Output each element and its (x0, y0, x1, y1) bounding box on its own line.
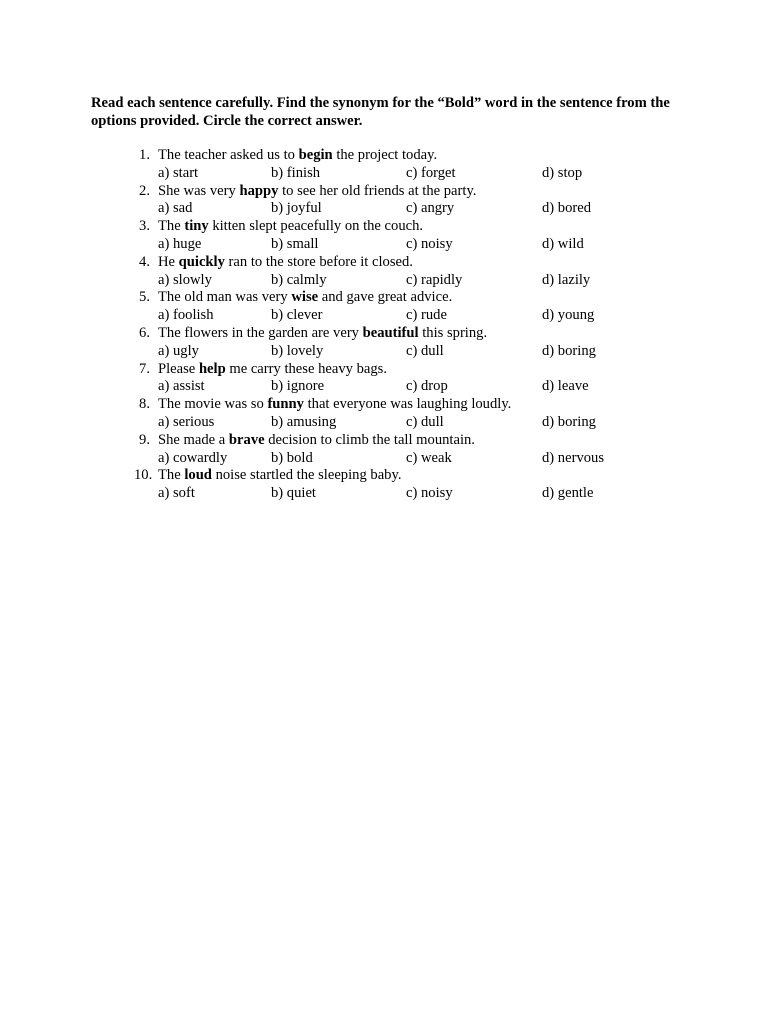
option-c[interactable]: c) weak (406, 449, 452, 466)
question-sentence (130, 467, 690, 485)
question-item (130, 183, 690, 219)
option-b[interactable]: b) bold (271, 449, 313, 466)
bold-target-word: help (198, 360, 226, 377)
option-b[interactable]: b) calmly (271, 271, 327, 288)
answer-options (130, 200, 690, 218)
option-b[interactable]: b) clever (271, 307, 323, 324)
option-a[interactable]: a) foolish (158, 307, 214, 324)
answer-options (130, 485, 690, 503)
option-a[interactable]: a) start (158, 164, 199, 181)
question-sentence (130, 432, 690, 450)
bold-target-word: tiny (184, 218, 209, 235)
question-sentence (130, 289, 690, 307)
option-a[interactable]: a) assist (158, 378, 205, 395)
option-c[interactable]: c) drop (406, 378, 448, 395)
option-a[interactable]: a) ugly (158, 342, 199, 359)
bold-target-word: begin (298, 147, 333, 163)
question-sentence (130, 396, 690, 414)
bold-target-word: beautiful (362, 324, 419, 341)
option-c[interactable]: c) angry (406, 200, 455, 217)
bold-target-word: quickly (178, 253, 225, 270)
option-c[interactable]: c) rude (406, 307, 447, 324)
bold-target-word: funny (267, 396, 304, 413)
answer-options (130, 165, 690, 183)
option-a[interactable]: a) cowardly (158, 449, 228, 466)
instructions-text: Read each sentence carefully. Find the synonym for the “Bold” word in the sentence from the options provided. Circle the correct answer. (91, 95, 670, 129)
question-text: The movie was so funny that everyone was laughing loudly. (158, 396, 512, 413)
option-b[interactable]: b) small (271, 235, 319, 252)
question-number: 9. (139, 431, 150, 448)
answer-options (130, 272, 690, 290)
question-item (130, 396, 690, 432)
question-text: Please help me carry these heavy bags. (158, 360, 387, 377)
question-sentence (130, 218, 690, 236)
option-c[interactable]: c) dull (406, 342, 444, 359)
option-d[interactable]: d) nervous (542, 449, 605, 466)
question-text: The tiny kitten slept peacefully on the couch. (158, 218, 424, 235)
option-b[interactable]: b) lovely (271, 342, 324, 359)
question-number: 5. (139, 289, 150, 306)
option-c[interactable]: c) noisy (406, 485, 453, 502)
question-item (130, 289, 690, 325)
option-a[interactable]: a) sad (158, 200, 193, 217)
question-text: She was very happy to see her old friends at the party. (158, 182, 477, 199)
question-item (130, 361, 690, 397)
question-text: The old man was very wise and gave great advice. (158, 289, 453, 306)
option-a[interactable]: a) slowly (158, 271, 212, 288)
option-d[interactable]: d) boring (542, 342, 596, 359)
question-item (130, 254, 690, 290)
option-a[interactable]: a) huge (158, 235, 202, 252)
option-c[interactable]: c) noisy (406, 235, 453, 252)
question-number: 7. (139, 360, 150, 377)
option-d[interactable]: d) wild (542, 235, 584, 252)
question-item (130, 325, 690, 361)
answer-options (130, 236, 690, 254)
question-list (130, 147, 690, 503)
option-d[interactable]: d) leave (542, 378, 589, 395)
question-number: 1. (139, 147, 150, 163)
question-item (130, 147, 690, 183)
bold-target-word: happy (239, 182, 279, 199)
question-item (130, 432, 690, 468)
question-number: 4. (139, 253, 150, 270)
option-d[interactable]: d) young (542, 307, 595, 324)
question-sentence (130, 325, 690, 343)
option-d[interactable]: d) bored (542, 200, 592, 217)
answer-options (130, 307, 690, 325)
option-b[interactable]: b) ignore (271, 378, 325, 395)
option-d[interactable]: d) boring (542, 413, 596, 430)
bold-target-word: loud (184, 467, 212, 484)
bold-target-word: brave (228, 431, 265, 448)
question-item (130, 467, 690, 503)
option-c[interactable]: c) rapidly (406, 271, 463, 288)
option-b[interactable]: b) joyful (271, 200, 322, 217)
option-a[interactable]: a) serious (158, 413, 215, 430)
option-c[interactable]: c) dull (406, 413, 444, 430)
question-number: 6. (139, 324, 150, 341)
option-b[interactable]: b) quiet (271, 485, 316, 502)
question-text: She made a brave decision to climb the tall mountain. (158, 431, 475, 448)
option-b[interactable]: b) amusing (271, 413, 337, 430)
option-c[interactable]: c) forget (406, 164, 456, 181)
question-number: 3. (139, 218, 150, 235)
question-text: The loud noise startled the sleeping baby. (158, 467, 402, 484)
question-sentence (130, 254, 690, 272)
question-number: 8. (139, 396, 150, 413)
question-sentence (130, 183, 690, 201)
option-d[interactable]: d) stop (542, 164, 583, 181)
question-text: The teacher asked us to begin the project today. (158, 147, 438, 163)
question-number: 2. (139, 182, 150, 199)
question-item (130, 218, 690, 254)
bold-target-word: wise (291, 289, 319, 306)
question-number: 10. (134, 467, 153, 484)
answer-options (130, 450, 690, 468)
option-d[interactable]: d) gentle (542, 485, 594, 502)
answer-options (130, 378, 690, 396)
question-sentence (130, 361, 690, 379)
question-text: The flowers in the garden are very beautiful this spring. (158, 324, 488, 341)
option-b[interactable]: b) finish (271, 164, 321, 181)
answer-options (130, 343, 690, 361)
option-d[interactable]: d) lazily (542, 271, 591, 288)
answer-options (130, 414, 690, 432)
question-text: He quickly ran to the store before it closed. (158, 253, 413, 270)
question-sentence (130, 147, 690, 165)
option-a[interactable]: a) soft (158, 485, 195, 502)
